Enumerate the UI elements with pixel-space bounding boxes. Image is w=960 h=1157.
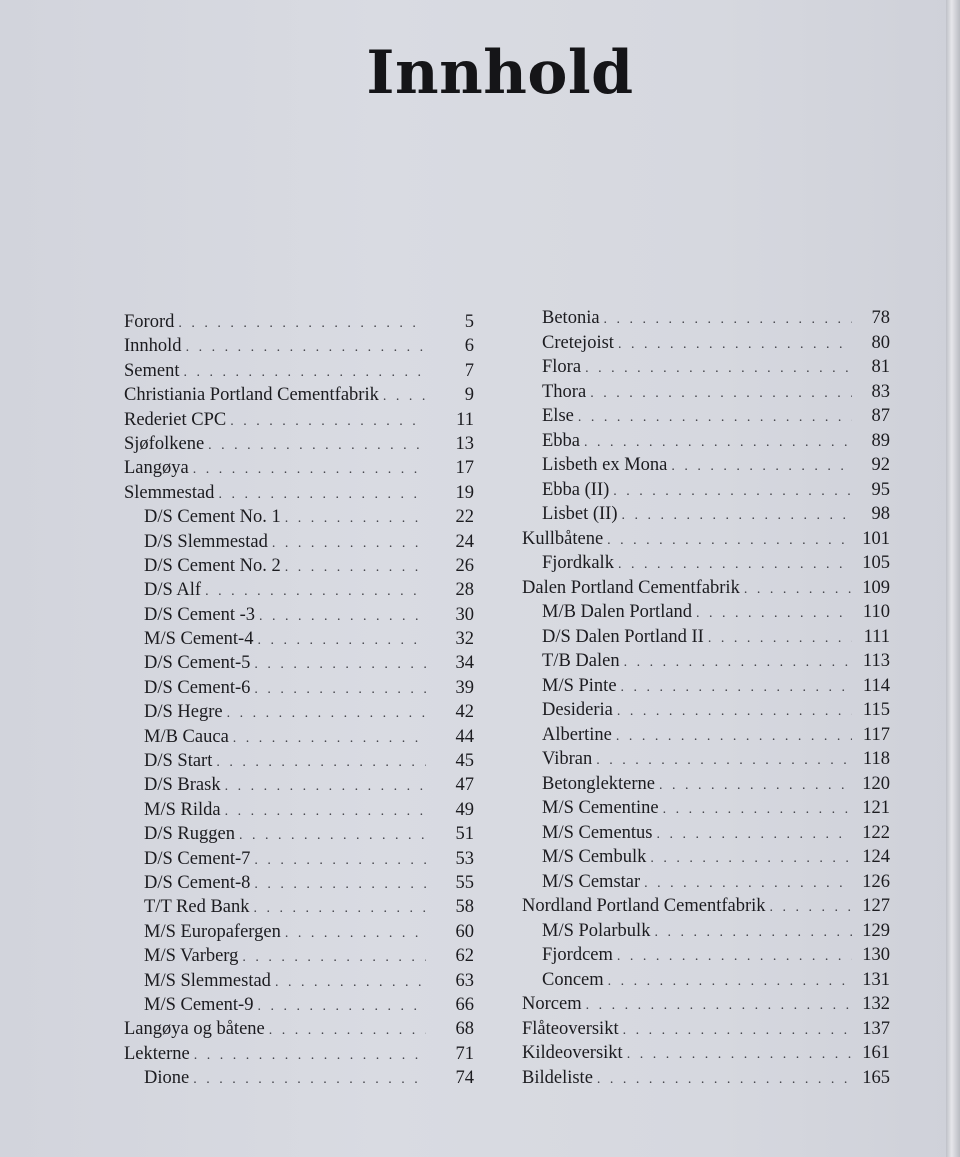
dot-leader xyxy=(178,312,426,336)
toc-entry xyxy=(124,554,474,578)
toc-entry xyxy=(124,627,474,651)
toc-entry xyxy=(124,847,474,871)
dot-leader xyxy=(216,751,426,775)
toc-entry-page-number: 124 xyxy=(862,847,890,867)
dot-leader xyxy=(650,847,852,871)
dot-leader xyxy=(585,357,852,381)
toc-entry xyxy=(522,331,890,356)
toc-entry xyxy=(522,600,890,625)
toc-entry-page-number: 24 xyxy=(455,531,474,552)
toc-entry xyxy=(522,625,890,650)
toc-entry-title: Nordland Portland Cementfabrik xyxy=(522,896,766,916)
dot-leader xyxy=(770,896,852,920)
toc-entry-title: D/S Cement-6 xyxy=(144,677,251,698)
toc-entry-title: M/S Polarbulk xyxy=(542,920,651,941)
toc-entry xyxy=(124,725,474,749)
toc-entry xyxy=(124,969,474,993)
toc-entry-page-number: 58 xyxy=(455,897,474,918)
toc-entry-title: Thora xyxy=(542,381,587,402)
book-page-edge xyxy=(946,0,960,1157)
toc-entry-page-number: 28 xyxy=(455,580,474,601)
toc-entry-title: M/S Cementus xyxy=(542,822,653,843)
dot-leader xyxy=(621,676,852,700)
toc-entry-title: Fjordkalk xyxy=(542,553,614,573)
toc-entry xyxy=(522,772,890,797)
toc-entry-title: D/S Start xyxy=(144,751,213,772)
toc-entry-page-number: 63 xyxy=(455,970,474,991)
dot-leader xyxy=(254,653,426,677)
toc-entry xyxy=(522,674,890,699)
toc-entry-page-number: 49 xyxy=(455,799,474,820)
toc-entry-page-number: 9 xyxy=(464,385,474,406)
toc-entry-page-number: 26 xyxy=(455,555,474,576)
toc-entry xyxy=(522,429,890,454)
toc-entry-title: Ebba (II) xyxy=(542,479,610,500)
toc-entry-page-number: 89 xyxy=(871,430,890,451)
toc-entry xyxy=(522,576,890,601)
dot-leader xyxy=(254,678,426,702)
toc-entry xyxy=(124,749,474,773)
dot-leader xyxy=(596,749,852,773)
toc-entry-title: Langøya og båtene xyxy=(124,1019,265,1040)
dot-leader xyxy=(184,361,427,385)
toc-entry-title: Norcem xyxy=(522,994,582,1014)
toc-entry-page-number: 130 xyxy=(862,945,890,965)
dot-leader xyxy=(242,946,426,970)
toc-entry xyxy=(522,968,890,993)
toc-entry-page-number: 81 xyxy=(871,357,890,377)
toc-entry-title: Lisbet (II) xyxy=(542,504,618,524)
toc-entry-title: Lekterne xyxy=(124,1043,190,1064)
toc-entry-page-number: 68 xyxy=(455,1019,474,1040)
toc-entry xyxy=(522,1041,890,1066)
dot-leader xyxy=(230,410,426,434)
toc-entry-page-number: 71 xyxy=(455,1043,474,1064)
dot-leader xyxy=(627,1043,852,1067)
toc-entry-page-number: 17 xyxy=(455,458,474,479)
toc-entry-page-number: 98 xyxy=(871,504,890,524)
toc-entry-page-number: 111 xyxy=(863,626,890,647)
toc-entry-title: Forord xyxy=(124,312,175,332)
dot-leader xyxy=(663,798,852,822)
toc-entry xyxy=(124,798,474,822)
toc-entry-page-number: 113 xyxy=(862,651,890,671)
toc-entry xyxy=(522,943,890,968)
toc-entry-page-number: 122 xyxy=(862,822,890,843)
toc-entry xyxy=(124,1042,474,1066)
toc-entry xyxy=(522,870,890,895)
toc-entry xyxy=(124,334,474,358)
toc-entry-page-number: 92 xyxy=(871,455,890,475)
toc-entry-page-number: 109 xyxy=(862,577,890,598)
toc-entry-title: Sjøfolkene xyxy=(124,433,205,454)
toc-entry-page-number: 13 xyxy=(455,433,474,454)
toc-entry xyxy=(522,894,890,919)
toc-entry-page-number: 32 xyxy=(455,629,474,650)
toc-entry-page-number: 78 xyxy=(871,308,890,328)
toc-entry-title: M/S Pinte xyxy=(542,675,617,696)
page-title: Innhold xyxy=(366,38,634,108)
toc-entry xyxy=(522,1017,890,1042)
toc-entry xyxy=(124,530,474,554)
dot-leader xyxy=(708,627,852,651)
dot-leader xyxy=(604,308,852,332)
dot-leader xyxy=(254,873,426,897)
toc-entry xyxy=(522,723,890,748)
toc-entry-page-number: 62 xyxy=(455,946,474,967)
dot-leader xyxy=(285,556,426,580)
toc-entry-page-number: 30 xyxy=(455,604,474,625)
dot-leader xyxy=(657,823,853,847)
toc-entry xyxy=(124,871,474,895)
toc-entry xyxy=(124,1017,474,1041)
toc-entry-page-number: 118 xyxy=(862,749,890,769)
toc-entry-title: D/S Alf xyxy=(144,580,202,601)
toc-entry-title: Concem xyxy=(542,969,604,990)
toc-entry-page-number: 105 xyxy=(862,553,890,573)
toc-entry xyxy=(522,821,890,846)
dot-leader xyxy=(193,458,426,482)
toc-entry-title: Christiania Portland Cementfabrik xyxy=(124,385,379,406)
toc-entry xyxy=(124,700,474,724)
dot-leader xyxy=(186,336,426,360)
toc-entry-page-number: 39 xyxy=(455,677,474,698)
toc-entry xyxy=(124,920,474,944)
toc-entry-page-number: 83 xyxy=(871,381,890,402)
dot-leader xyxy=(193,1068,426,1092)
toc-entry-page-number: 34 xyxy=(455,653,474,674)
toc-entry xyxy=(124,773,474,797)
dot-leader xyxy=(208,434,426,458)
toc-entry-title: Betonia xyxy=(542,308,600,328)
toc-entry xyxy=(522,453,890,478)
toc-entry xyxy=(522,551,890,576)
dot-leader xyxy=(622,504,852,528)
toc-entry-title: M/B Dalen Portland xyxy=(542,602,693,622)
toc-entry xyxy=(522,796,890,821)
toc-entry xyxy=(522,404,890,429)
toc-entry-page-number: 137 xyxy=(862,1018,890,1039)
toc-entry-page-number: 5 xyxy=(464,312,474,332)
toc-entry-page-number: 60 xyxy=(455,921,474,942)
toc-right-column xyxy=(522,306,890,1090)
toc-entry-page-number: 45 xyxy=(455,751,474,772)
toc-entry xyxy=(124,505,474,529)
toc-entry-title: M/S Cementine xyxy=(542,798,659,818)
toc-entry-page-number: 165 xyxy=(862,1067,890,1088)
toc-entry-page-number: 161 xyxy=(862,1043,890,1063)
dot-leader xyxy=(239,824,426,848)
toc-entry-page-number: 121 xyxy=(862,798,890,818)
toc-entry xyxy=(522,845,890,870)
toc-entry xyxy=(522,306,890,331)
toc-entry xyxy=(124,822,474,846)
toc-entry xyxy=(124,651,474,675)
dot-leader xyxy=(618,553,852,577)
toc-entry-title: Desideria xyxy=(542,700,613,720)
dot-leader xyxy=(225,800,426,824)
toc-entry-page-number: 120 xyxy=(862,773,890,794)
toc-entry-title: D/S Dalen Portland II xyxy=(542,626,704,647)
dot-leader xyxy=(205,580,426,604)
toc-entry-page-number: 51 xyxy=(455,824,474,845)
toc-entry xyxy=(124,456,474,480)
toc-entry-page-number: 127 xyxy=(862,896,890,916)
dot-leader xyxy=(275,971,426,995)
toc-entry-title: T/T Red Bank xyxy=(144,897,250,918)
dot-leader xyxy=(624,651,852,675)
toc-entry-page-number: 7 xyxy=(464,360,474,381)
toc-entry-page-number: 44 xyxy=(455,726,474,747)
dot-leader xyxy=(578,406,852,430)
toc-entry-page-number: 129 xyxy=(862,920,890,941)
dot-leader xyxy=(257,629,426,653)
dot-leader xyxy=(254,849,426,873)
toc-entry-page-number: 6 xyxy=(464,336,474,357)
toc-entry-page-number: 42 xyxy=(455,702,474,723)
toc-entry-title: D/S Cement-8 xyxy=(144,872,251,893)
toc-entry xyxy=(124,603,474,627)
toc-entry xyxy=(522,527,890,552)
toc-entry xyxy=(124,993,474,1017)
dot-leader xyxy=(654,921,852,945)
toc-entry-title: T/B Dalen xyxy=(542,651,620,671)
dot-leader xyxy=(613,480,852,504)
toc-entry-title: D/S Brask xyxy=(144,775,221,796)
toc-entry xyxy=(124,895,474,919)
toc-entry-title: M/S Cemstar xyxy=(542,871,641,892)
dot-leader xyxy=(272,532,426,556)
toc-entry-page-number: 131 xyxy=(862,969,890,990)
toc-entry-title: Dione xyxy=(144,1068,190,1089)
toc-entry-title: D/S Cement No. 2 xyxy=(144,555,281,576)
dot-leader xyxy=(383,385,426,409)
toc-entry-title: Dalen Portland Cementfabrik xyxy=(522,577,740,598)
dot-leader xyxy=(233,727,426,751)
toc-entry-title: Kullbåtene xyxy=(522,528,604,549)
toc-entry-title: Sement xyxy=(124,360,180,381)
toc-entry-title: M/S Cement-4 xyxy=(144,629,254,650)
toc-entry-page-number: 66 xyxy=(455,994,474,1015)
toc-entry-title: Cretejoist xyxy=(542,332,614,353)
toc-entry-page-number: 110 xyxy=(862,602,890,622)
toc-entry-page-number: 55 xyxy=(455,872,474,893)
toc-entry-title: Ebba xyxy=(542,430,581,451)
toc-entry-title: M/S Rilda xyxy=(144,799,221,820)
toc-entry-page-number: 80 xyxy=(871,332,890,353)
toc-entry-title: D/S Ruggen xyxy=(144,824,235,845)
dot-leader xyxy=(227,702,426,726)
toc-entry-title: D/S Cement-5 xyxy=(144,653,251,674)
toc-entry-page-number: 101 xyxy=(862,528,890,549)
toc-entry-page-number: 126 xyxy=(862,871,890,892)
toc-entry-page-number: 53 xyxy=(455,848,474,869)
toc-entry xyxy=(522,380,890,405)
dot-leader xyxy=(607,529,852,553)
dot-leader xyxy=(194,1044,426,1068)
toc-entry-title: Innhold xyxy=(124,336,182,357)
toc-entry xyxy=(522,355,890,380)
toc-entry-page-number: 11 xyxy=(456,409,474,430)
toc-entry-title: M/S Slemmestad xyxy=(144,970,271,991)
toc-entry xyxy=(522,1066,890,1091)
toc-entry-title: Rederiet CPC xyxy=(124,409,227,430)
dot-leader xyxy=(285,922,426,946)
dot-leader xyxy=(608,970,852,994)
toc-entry-title: D/S Cement -3 xyxy=(144,604,255,625)
toc-entry xyxy=(522,919,890,944)
dot-leader xyxy=(586,994,852,1018)
toc-entry xyxy=(124,408,474,432)
dot-leader xyxy=(259,605,426,629)
dot-leader xyxy=(597,1068,852,1092)
toc-entry xyxy=(522,478,890,503)
toc-entry-title: Fjordcem xyxy=(542,945,613,965)
dot-leader xyxy=(659,774,852,798)
toc-entry-title: Slemmestad xyxy=(124,482,215,503)
toc-entry-page-number: 47 xyxy=(455,775,474,796)
toc-entry xyxy=(522,698,890,723)
toc-entry-title: Albertine xyxy=(542,724,612,745)
dot-leader xyxy=(696,602,852,626)
toc-entry xyxy=(522,649,890,674)
toc-entry xyxy=(522,992,890,1017)
toc-entry-title: M/S Europafergen xyxy=(144,921,281,942)
toc-entry-page-number: 132 xyxy=(862,994,890,1014)
toc-entry xyxy=(522,747,890,772)
toc-entry-title: M/B Cauca xyxy=(144,726,229,747)
dot-leader xyxy=(590,382,852,406)
dot-leader xyxy=(618,333,852,357)
dot-leader xyxy=(269,1019,426,1043)
toc-entry-page-number: 19 xyxy=(455,482,474,503)
toc-entry xyxy=(124,310,474,334)
toc-entry-page-number: 22 xyxy=(455,507,474,528)
toc-entry xyxy=(522,502,890,527)
toc-entry xyxy=(124,944,474,968)
toc-entry-title: M/S Cement-9 xyxy=(144,994,254,1015)
dot-leader xyxy=(257,995,426,1019)
toc-entry xyxy=(124,359,474,383)
dot-leader xyxy=(671,455,852,479)
toc-entry-page-number: 87 xyxy=(871,406,890,426)
toc-entry-title: M/S Cembulk xyxy=(542,847,647,867)
toc-entry-title: Bildeliste xyxy=(522,1067,593,1088)
toc-entry-title: Langøya xyxy=(124,458,189,479)
dot-leader xyxy=(617,700,852,724)
dot-leader xyxy=(285,507,426,531)
toc-entry xyxy=(124,481,474,505)
dot-leader xyxy=(744,578,852,602)
toc-entry-page-number: 115 xyxy=(862,700,890,720)
dot-leader xyxy=(254,897,426,921)
toc-entry xyxy=(124,383,474,407)
toc-entry-page-number: 95 xyxy=(871,479,890,500)
toc-entry-page-number: 117 xyxy=(862,724,890,745)
toc-entry-title: D/S Slemmestad xyxy=(144,531,268,552)
toc-entry-title: M/S Varberg xyxy=(144,946,239,967)
dot-leader xyxy=(225,775,426,799)
toc-entry xyxy=(124,1066,474,1090)
dot-leader xyxy=(644,872,852,896)
dot-leader xyxy=(218,483,426,507)
toc-entry xyxy=(124,432,474,456)
toc-entry-title: Kildeoversikt xyxy=(522,1043,623,1063)
toc-entry-page-number: 114 xyxy=(862,675,890,696)
toc-entry-title: Vibran xyxy=(542,749,593,769)
toc-entry-title: Flora xyxy=(542,357,582,377)
toc-entry-page-number: 74 xyxy=(455,1068,474,1089)
dot-leader xyxy=(584,431,852,455)
dot-leader xyxy=(617,945,852,969)
toc-entry-title: Flåteoversikt xyxy=(522,1018,619,1039)
toc-entry xyxy=(124,676,474,700)
toc-entry xyxy=(124,578,474,602)
dot-leader xyxy=(616,725,852,749)
toc-entry-title: D/S Hegre xyxy=(144,702,223,723)
toc-entry-title: Else xyxy=(542,406,574,426)
dot-leader xyxy=(623,1019,852,1043)
toc-left-column xyxy=(124,310,474,1091)
toc-entry-title: D/S Cement-7 xyxy=(144,848,251,869)
toc-entry-title: D/S Cement No. 1 xyxy=(144,507,281,528)
toc-entry-title: Betonglekterne xyxy=(542,773,656,794)
toc-entry-title: Lisbeth ex Mona xyxy=(542,455,668,475)
